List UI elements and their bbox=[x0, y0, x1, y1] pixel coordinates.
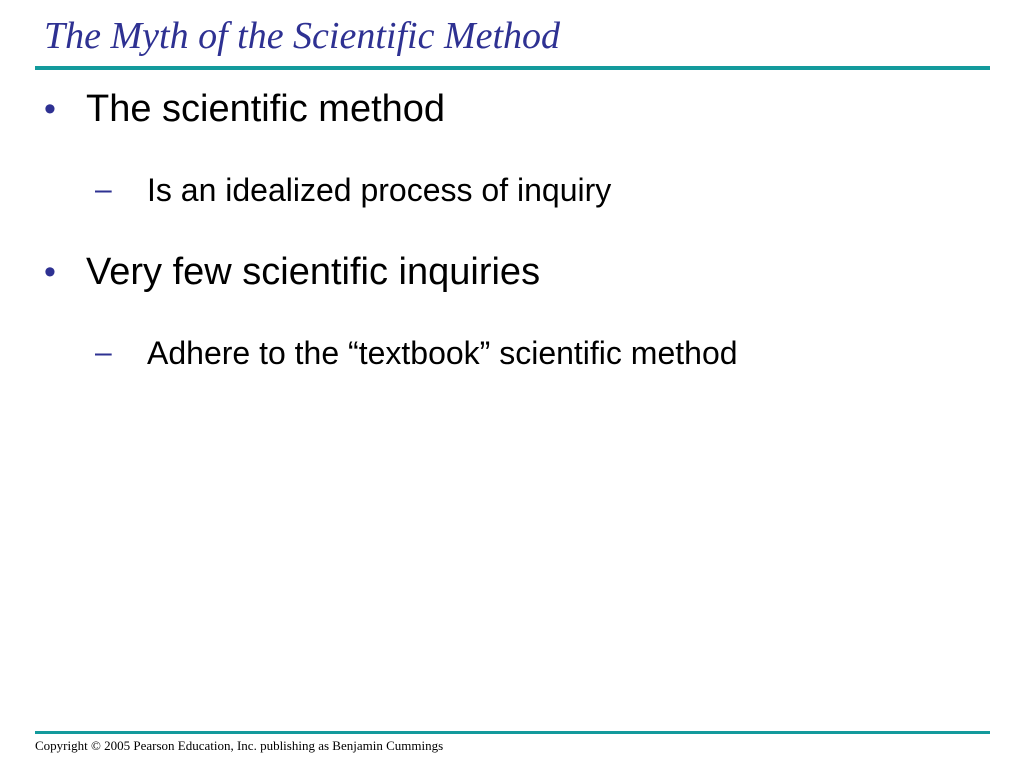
slide-title: The Myth of the Scientific Method bbox=[44, 15, 561, 57]
sub-bullet-text: Is an idealized process of inquiry bbox=[147, 172, 612, 208]
bullet-marker: • bbox=[44, 253, 56, 291]
bullet-text: Very few scientific inquiries bbox=[86, 251, 541, 293]
footer-divider bbox=[35, 731, 990, 734]
title-divider bbox=[35, 66, 990, 70]
sub-bullet-marker: – bbox=[95, 336, 112, 369]
bullet-text: The scientific method bbox=[86, 88, 446, 130]
sub-bullet-marker: – bbox=[95, 173, 112, 206]
sub-bullet-text: Adhere to the “textbook” scientific method bbox=[147, 335, 738, 371]
copyright-footer: Copyright © 2005 Pearson Education, Inc. publishing as Benjamin Cummings bbox=[35, 738, 444, 753]
bullet-marker: • bbox=[44, 90, 56, 128]
